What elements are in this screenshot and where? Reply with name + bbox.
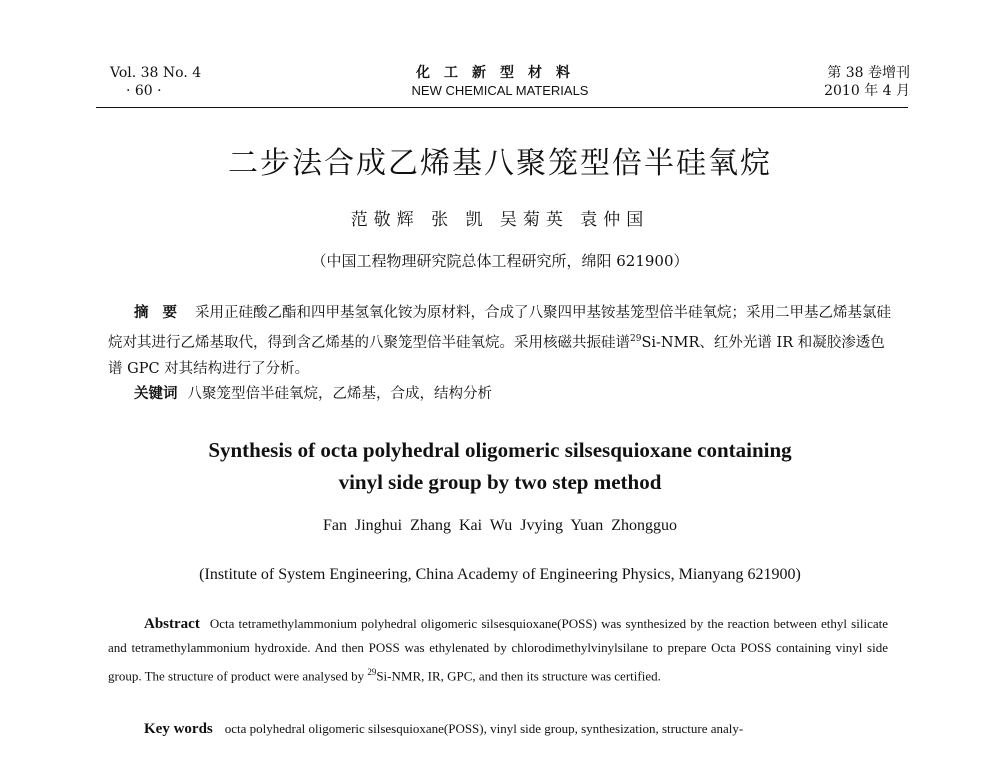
page-number: · 60 ·	[126, 83, 162, 99]
affiliation-cn: （中国工程物理研究院总体工程研究所，绵阳 621900）	[311, 252, 689, 270]
title-en	[0, 434, 1000, 498]
issue-cn: 第 38 卷增刊	[827, 65, 910, 81]
abstract-en-sup: 29	[367, 667, 377, 677]
abstract-cn-text-2: Si-NMR、红外光谱 IR 和凝胶渗透色谱 GPC 对其结构进行了分析。	[108, 334, 885, 377]
affiliation-en: (Institute of System Engineering, China Academy of Engineering Physics, Mianyang 621900)	[199, 566, 801, 583]
authors-en: Fan Jinghui Zhang Kai Wu Jvying Yuan Zhongguo	[323, 517, 677, 534]
abstract-en-label: Abstract	[144, 616, 200, 632]
title-en-line2: vinyl side group by two step method	[338, 470, 662, 494]
journal-name-cn: 化工新型材料	[416, 65, 584, 81]
keywords-cn-label: 关键词	[134, 386, 178, 402]
date-cn: 2010 年 4 月	[824, 83, 910, 99]
keywords-en	[108, 721, 888, 738]
header-right	[824, 64, 910, 100]
keywords-en-label: Key words	[144, 721, 213, 737]
keywords-cn-text: 八聚笼型倍半硅氧烷，乙烯基，合成，结构分析	[187, 386, 492, 402]
authors-cn: 范敬辉 张 凯 吴菊英 袁仲国	[350, 210, 650, 230]
abstract-en-text-1: Octa tetramethylammonium polyhedral oligomeric silsesquioxane(POSS) was synthesized by the reaction between ethyl silicate and tetramethylammonium hydroxide. And then POSS was ethylenated by chlorodimethylvinylsilane to prepare Octa POSS containing vinyl side group. The structure of product were analysed by	[108, 616, 888, 684]
abstract-cn-text-1: 采用正硅酸乙酯和四甲基氢氧化铵为原材料，合成了八聚四甲基铵基笼型倍半硅氧烷；采用二甲基乙烯基氯硅烷对其进行乙烯基取代，得到含乙烯基的八聚笼型倍半硅氧烷。采用核磁共振硅谱	[108, 305, 891, 351]
title-en-line1: Synthesis of octa polyhedral oligomeric silsesquioxane containing	[208, 438, 792, 462]
abstract-cn-label: 摘要	[134, 305, 191, 321]
abstract-en-text-2: Si-NMR, IR, GPC, and then its structure was certified.	[376, 668, 661, 684]
header-rule	[96, 107, 908, 108]
abstract-cn-sup: 29	[630, 334, 642, 344]
title-cn: 二步法合成乙烯基八聚笼型倍半硅氧烷	[228, 146, 772, 181]
abstract-en	[108, 612, 888, 688]
keywords-cn	[134, 382, 492, 403]
volume-number: Vol. 38 No. 4	[110, 65, 202, 81]
abstract-cn	[108, 300, 898, 382]
keywords-en-text: octa polyhedral oligomeric silsesquioxane(POSS), vinyl side group, synthesization, structure analy-	[224, 721, 744, 736]
journal-name-en: NEW CHEMICAL MATERIALS	[411, 83, 589, 98]
